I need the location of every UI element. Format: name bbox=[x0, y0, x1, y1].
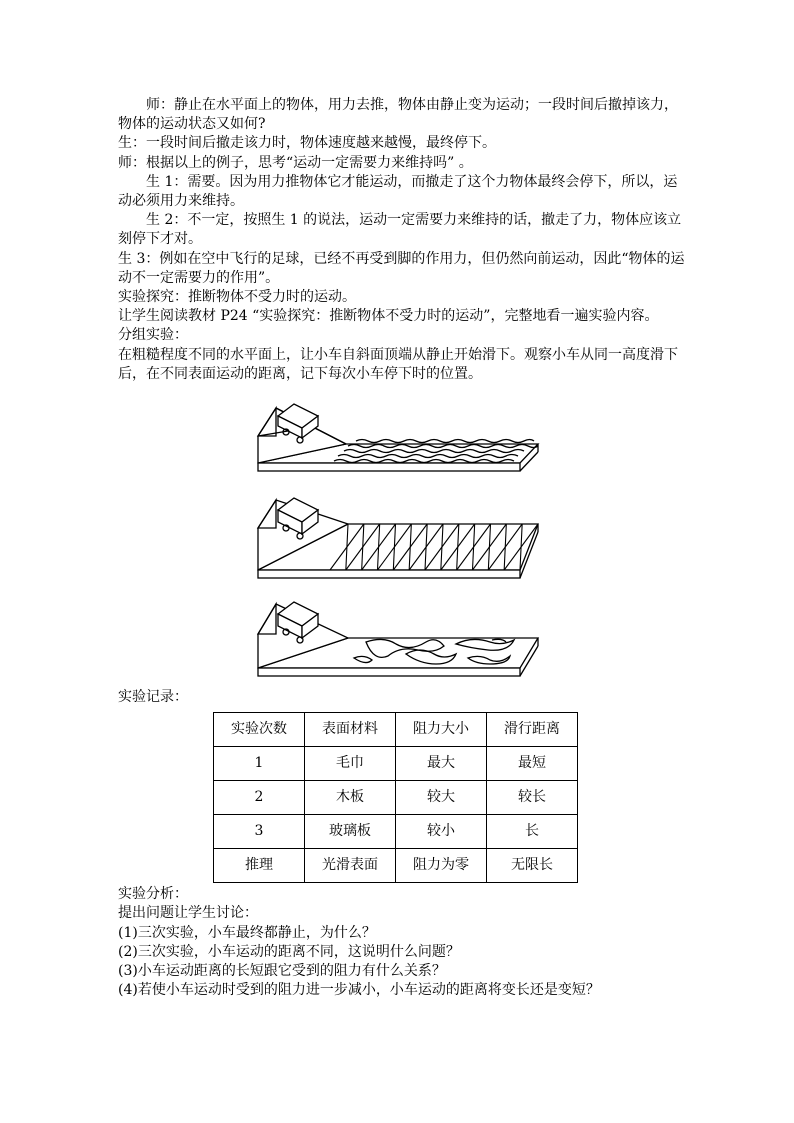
table-row bbox=[214, 815, 578, 849]
paragraph: (2)三次实验，小车运动的距离不同，这说明什么问题？ bbox=[118, 943, 460, 960]
table-header-row bbox=[214, 713, 578, 747]
ramp-glass-figure bbox=[256, 594, 540, 686]
document-page bbox=[118, 96, 688, 1000]
table-row bbox=[214, 747, 578, 781]
paragraph: 生 2：不一定，按照生 1 的说法，运动一定需要力来维持的话，撤走了力，物体应该立刻停下才对。 bbox=[118, 212, 682, 248]
record-label: 实验记录： bbox=[118, 689, 188, 706]
table-header-cell: 实验次数 bbox=[214, 713, 305, 747]
table-cell: 无限长 bbox=[487, 849, 578, 883]
paragraph: 师：根据以上的例子，思考“运动一定需要力来维持吗” 。 bbox=[118, 154, 473, 171]
table-cell: 较大 bbox=[396, 781, 487, 815]
table-cell: 较长 bbox=[487, 781, 578, 815]
table-cell: 光滑表面 bbox=[305, 849, 396, 883]
paragraph: 提出问题让学生讨论： bbox=[118, 905, 258, 922]
table-cell: 1 bbox=[214, 747, 305, 781]
paragraph: 让学生阅读教材 P24 “实验探究：推断物体不受力时的运动”，完整地看一遍实验内容。 bbox=[118, 308, 659, 325]
ramp-towel-figure bbox=[256, 390, 540, 480]
table-cell: 2 bbox=[214, 781, 305, 815]
paragraph: 实验探究：推断物体不受力时的运动。 bbox=[118, 289, 356, 306]
paragraph: 师：静止在水平面上的物体，用力去推，物体由静止变为运动；一段时间后撤掉该力，物体的运动状态又如何? bbox=[118, 97, 678, 133]
table-cell: 较小 bbox=[396, 815, 487, 849]
paragraph: 生：一段时间后撤走该力时，物体速度越来越慢，最终停下。 bbox=[118, 135, 496, 152]
table-cell: 最大 bbox=[396, 747, 487, 781]
table-cell: 最短 bbox=[487, 747, 578, 781]
table-cell: 3 bbox=[214, 815, 305, 849]
paragraph: 生 3：例如在空中飞行的足球，已经不再受到脚的作用力，但仍然向前运动，因此“物体的运动不一定需要力的作用”。 bbox=[118, 250, 685, 286]
experiment-record-table bbox=[213, 712, 578, 883]
table-cell: 阻力为零 bbox=[396, 849, 487, 883]
table-header-cell: 阻力大小 bbox=[396, 713, 487, 747]
paragraph: 在粗糙程度不同的水平面上，让小车自斜面顶端从静止开始滑下。观察小车从同一高度滑下后，在不同表面运动的距离，记下每次小车停下时的位置。 bbox=[118, 346, 678, 382]
experiment-figures bbox=[118, 390, 688, 686]
table-row bbox=[214, 849, 578, 883]
ramp-board-figure bbox=[256, 492, 540, 582]
table-header-cell: 表面材料 bbox=[305, 713, 396, 747]
table-row bbox=[214, 781, 578, 815]
table-cell: 推理 bbox=[214, 849, 305, 883]
table-header-cell: 滑行距离 bbox=[487, 713, 578, 747]
paragraph: (4)若使小车运动时受到的阻力进一步减小，小车运动的距离将变长还是变短？ bbox=[118, 982, 600, 999]
table-cell: 毛巾 bbox=[305, 747, 396, 781]
table-cell: 玻璃板 bbox=[305, 815, 396, 849]
paragraph: 分组实验： bbox=[118, 327, 188, 344]
paragraph: 生 1：需要。因为用力推物体它才能运动，而撤走了这个力物体最终会停下，所以，运动必须用力来维持。 bbox=[118, 173, 678, 210]
table-cell: 木板 bbox=[305, 781, 396, 815]
paragraph: (1)三次实验，小车最终都静止，为什么？ bbox=[118, 924, 376, 941]
paragraph: 实验分析： bbox=[118, 886, 188, 903]
paragraph: (3)小车运动距离的长短跟它受到的阻力有什么关系？ bbox=[118, 963, 446, 980]
table-cell: 长 bbox=[487, 815, 578, 849]
